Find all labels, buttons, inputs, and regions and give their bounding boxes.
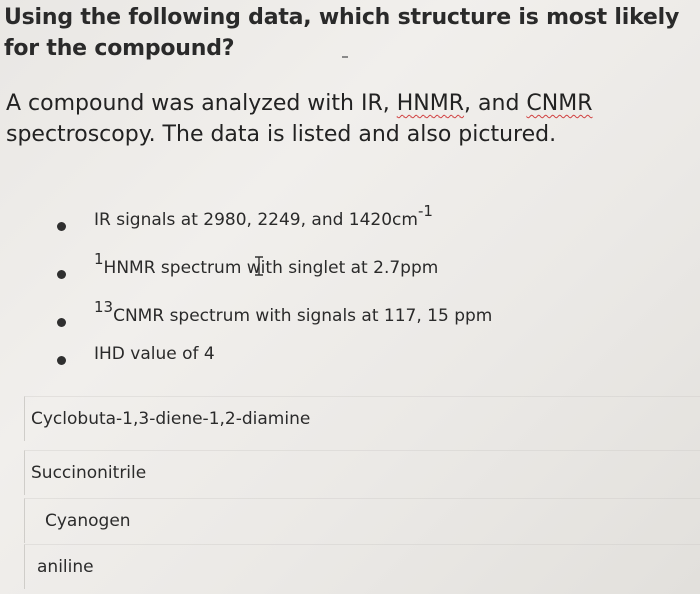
intro-hnmr: HNMR	[396, 91, 465, 116]
choice-label: Succinonitrile	[31, 463, 147, 483]
intro-middle: , and	[464, 91, 527, 116]
list-item-text: IHD value of 4	[94, 344, 215, 364]
intro-cnmr: CNMR	[526, 91, 593, 116]
list-item-text: $^{13}$CNMR spectrum with signals at 117, 15 ppm	[94, 298, 493, 326]
text-cursor-icon	[254, 256, 264, 276]
intro-suffix: spectroscopy. The data is listed and also pictured.	[6, 122, 557, 147]
choice-cyanogen[interactable]	[24, 498, 700, 543]
list-item	[0, 244, 700, 284]
intro-prefix: A compound was analyzed with IR,	[6, 91, 397, 116]
intro-paragraph	[6, 88, 646, 150]
list-item-text: $^1$HNMR spectrum with singlet at 2.7ppm	[94, 250, 439, 278]
choice-cyclobutadiene-diamine[interactable]	[24, 396, 700, 441]
bullet-icon	[57, 318, 66, 327]
stray-dash-mark	[342, 56, 348, 58]
bullet-icon	[57, 222, 66, 231]
choice-aniline[interactable]	[24, 544, 700, 589]
choice-label: Cyclobuta-1,3-diene-1,2-diamine	[31, 409, 311, 429]
choice-label: Cyanogen	[45, 511, 131, 531]
choice-label: aniline	[37, 557, 94, 577]
list-item	[0, 196, 700, 236]
list-item	[0, 292, 700, 332]
bullet-icon	[57, 356, 66, 365]
question-text: Using the following data, which structure is most likely for the compound?	[4, 5, 680, 61]
list-item-text: IR signals at 2980, 2249, and $1420cm^{-1}$	[94, 202, 433, 230]
list-item	[0, 330, 700, 370]
answer-choices	[0, 396, 700, 594]
bullet-icon	[57, 270, 66, 279]
choice-succinonitrile[interactable]	[24, 450, 700, 495]
